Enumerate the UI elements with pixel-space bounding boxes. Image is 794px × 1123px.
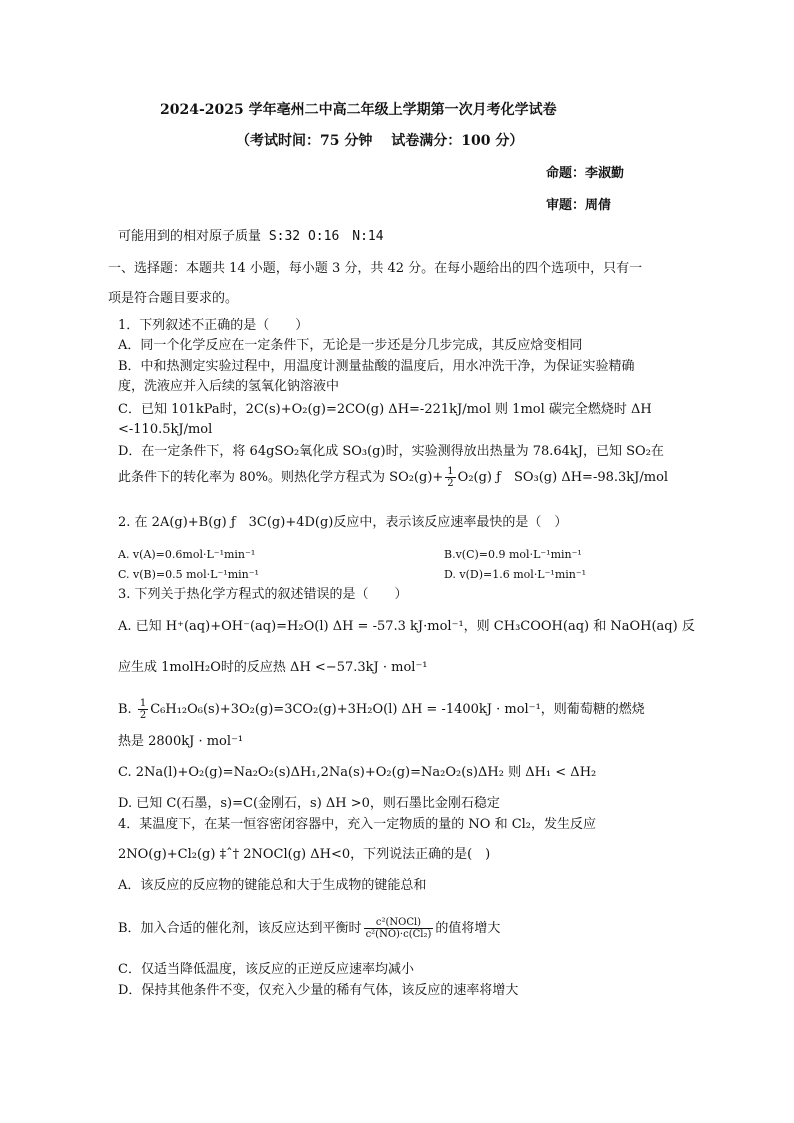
q3-option-a-line2: 应生成 1molH₂O时的反应热 ΔH <−57.3kJ · mol⁻¹: [118, 660, 428, 675]
q2-option-d: D. v(D)=1.6 mol·L⁻¹min⁻¹: [444, 568, 587, 581]
q1-option-d-line1: D．在一定条件下，将 64gSO₂氧化成 SO₃(g)时，实验测得放出热量为 78.64kJ，已知 SO₂在: [118, 444, 664, 459]
q4-b-text-b: 的值将增大: [435, 921, 501, 936]
q3-option-b-line1: [118, 698, 645, 721]
q3-option-c: C. 2Na(l)+O₂(g)=Na₂O₂(s)ΔH₁,2Na(s)+O₂(g)=Na₂O₂(s)ΔH₂ 则 ΔH₁ < ΔH₂: [118, 765, 597, 780]
q2-stem: 2. 在 2A(g)+B(g) ƒ 3C(g)+4D(g)反应中，表示该反应速率最快的是（ ）: [118, 515, 568, 530]
q1-d-frac-den: 2: [447, 478, 454, 489]
q4-option-c: C．仅适当降低温度，该反应的正逆反应速率均减小: [118, 962, 414, 977]
q1-option-c-line1: C．已知 101kPa时，2C(s)+O₂(g)=2CO(g) ΔH=-221kJ/mol 则 1mol 碳完全燃烧时 ΔH: [118, 402, 652, 417]
q3-stem: 3. 下列关于热化学方程式的叙述错误的是（ ）: [118, 587, 408, 602]
q1-d-text-a: 此条件下的转化率为 80%。则热化学方程式为 SO₂(g)+: [118, 470, 444, 485]
q4-stem: 4．某温度下，在某一恒容密闭容器中，充入一定物质的量的 NO 和 Cl₂，发生反应: [118, 817, 597, 832]
q3-b-text: C₆H₁₂O₆(s)+3O₂(g)=3CO₂(g)+3H₂O(l) ΔH = -1400kJ · mol⁻¹，则葡萄糖的燃烧: [150, 702, 645, 717]
q1-option-b-line1: B．中和热测定实验过程中，用温度计测量盐酸的温度后，用水冲洗干净，为保证实验精确: [118, 359, 635, 374]
q4-option-d: D．保持其他条件不变，仅充入少量的稀有气体，该反应的速率将增大: [118, 983, 519, 998]
q4-b-fraction: [364, 917, 434, 940]
q4-b-text-a: B．加入合适的催化剂，该反应达到平衡时: [118, 921, 362, 936]
section-heading-line2: 项是符合题目要求的。: [108, 291, 239, 306]
q2-option-a: A. v(A)=0.6mol·L⁻¹min⁻¹: [118, 548, 256, 561]
q4-b-frac-num: c²(NOCl): [364, 917, 434, 929]
q1-d-fraction: [445, 466, 455, 489]
q1-d-text-b: O₂(g) ƒ SO₃(g) ΔH=-98.3kJ/mol: [457, 470, 669, 485]
q1-stem: 1．下列叙述不正确的是（ ）: [118, 318, 309, 333]
q3-option-b-line2: 热是 2800kJ · mol⁻¹: [118, 734, 244, 749]
section-heading-line1: 一、选择题：本题共 14 小题，每小题 3 分，共 42 分。在每小题给出的四个选项中，只有一: [108, 261, 643, 276]
q3-b-frac-num: 1: [139, 698, 147, 709]
exam-title: 2024-2025 学年亳州二中高二年级上学期第一次月考化学试卷: [160, 102, 557, 118]
q2-option-c: C. v(B)=0.5 mol·L⁻¹min⁻¹: [118, 568, 259, 581]
exam-reviewer: 审题：周倩: [546, 198, 612, 213]
q4-equation: 2NO(g)+Cl₂(g) ‡ˆ† 2NOCl(g) ΔH<0，下列说法正确的是( ): [118, 847, 491, 862]
q3-b-label: B.: [118, 702, 132, 717]
q3-option-d: D. 已知 C(石墨，s)=C(金刚石，s) ΔH >0，则石墨比金刚石稳定: [118, 796, 500, 811]
q3-b-fraction: [138, 698, 148, 721]
q4-option-b: [118, 917, 500, 940]
q1-option-a: A．同一个化学反应在一定条件下，无论是一步还是分几步完成，其反应焓变相同: [118, 338, 583, 353]
q1-d-frac-num: 1: [447, 466, 454, 477]
exam-author: 命题：李淑勤: [546, 166, 625, 181]
q1-option-c-line2: <-110.5kJ/mol: [118, 422, 213, 437]
q1-option-d-line2: [118, 466, 668, 489]
q3-b-frac-den: 2: [139, 710, 147, 721]
q2-option-b: B.v(C)=0.9 mol·L⁻¹min⁻¹: [444, 548, 582, 561]
q1-option-b-line2: 度，洗液应并入后续的氢氧化钠溶液中: [118, 379, 340, 394]
exam-subtitle: （考试时间：75 分钟 试卷满分：100 分）: [236, 133, 524, 149]
q4-option-a: A．该反应的反应物的键能总和大于生成物的键能总和: [118, 878, 427, 893]
q4-b-frac-den: c²(NO)·c(Cl₂): [365, 929, 432, 940]
q3-option-a-line1: A. 已知 H⁺(aq)+OH⁻(aq)=H₂O(l) ΔH = -57.3 kJ·mol⁻¹，则 CH₃COOH(aq) 和 NaOH(aq) 反: [118, 619, 695, 634]
atomic-masses: 可能用到的相对原子质量 S:32 O:16 N:14: [118, 229, 384, 244]
